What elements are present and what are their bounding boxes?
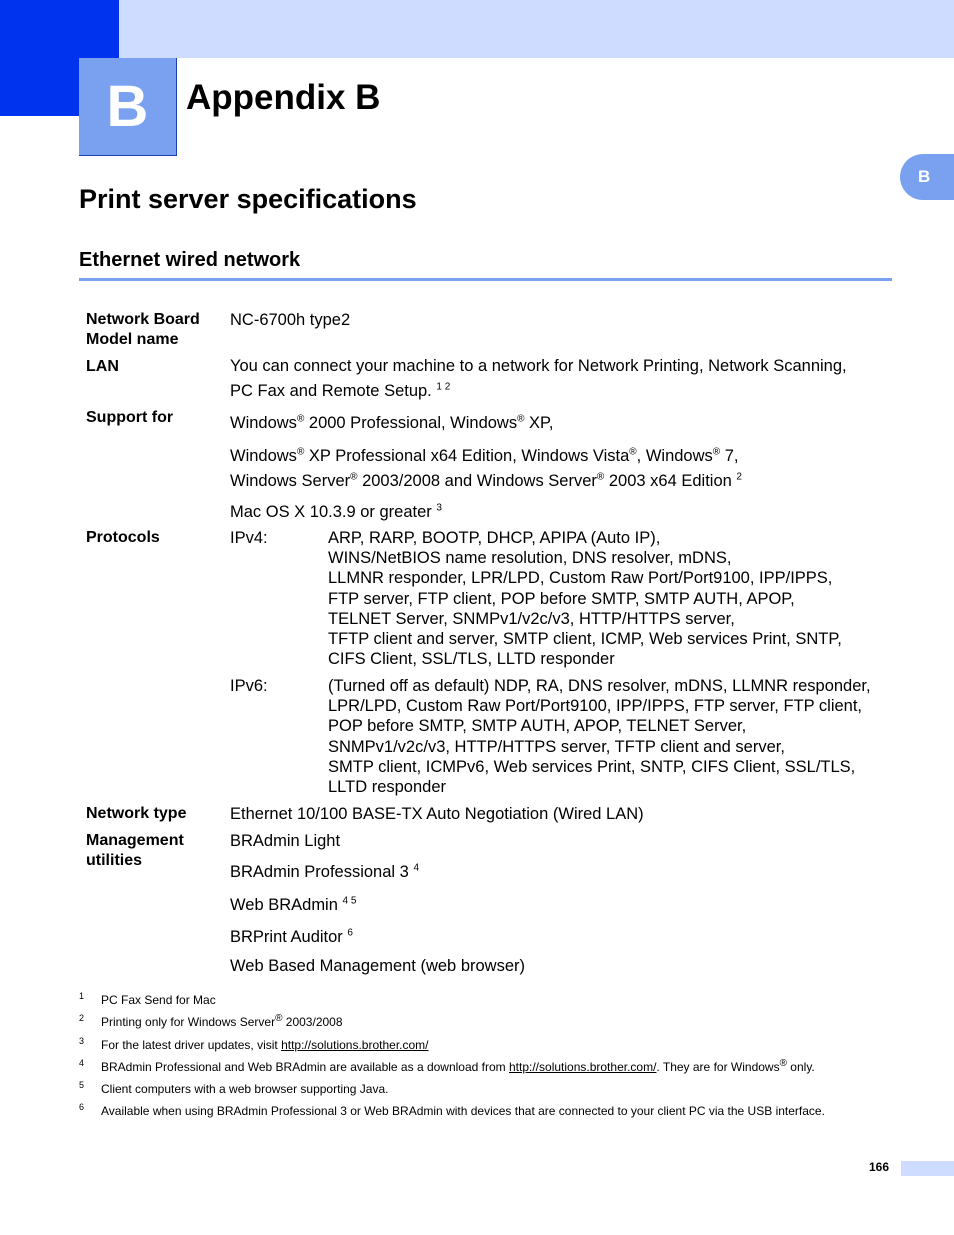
subsection-title: Ethernet wired network bbox=[79, 249, 301, 271]
footnote-ref[interactable]: 6 bbox=[347, 927, 353, 939]
spec-label-network-type: Network type bbox=[86, 805, 187, 822]
ipv6-key: IPv6: bbox=[230, 677, 268, 695]
spec-value-lan: You can connect your machine to a network for Network Printing, Network Scanning, PC Fax and Remote Setup. $^{1 2}$ bbox=[230, 357, 847, 400]
spec-value-model: NC-6700h type2 bbox=[230, 311, 351, 329]
spec-label-lan: LAN bbox=[86, 358, 119, 375]
header-band bbox=[0, 0, 954, 58]
spec-label-model: Network Board Model name bbox=[86, 311, 200, 348]
solutions-link[interactable]: http://solutions.brother.com/ bbox=[281, 1038, 429, 1052]
chapter-letter-box: B bbox=[79, 58, 177, 156]
spec-value-network-type: Ethernet 10/100 BASE-TX Auto Negotiation (Wired LAN) bbox=[230, 805, 644, 823]
solutions-link[interactable]: http://solutions.brother.com/ bbox=[509, 1060, 657, 1074]
ipv4-values: ARP, RARP, BOOTP, DHCP, APIPA (Auto IP), WINS/NetBIOS name resolution, DNS resolver, mDNS, LLMNR responder, LPR/LPD, Custom Raw Port/Port9100, IPP/IPPS, FTP server, FTP client, POP before SMTP, SMTP AUTH, APOP, TELNET Server, SNMPv1/v2c/v3, HTTP/HTTPS server, TFTP client and server, SMTP client, ICMP, Web services Print, SNTP, CIFS Client, SSL/TLS, LLTD responder bbox=[328, 529, 842, 669]
chapter-side-tab[interactable]: B bbox=[900, 154, 954, 200]
footnote-ref[interactable]: 4 bbox=[413, 862, 419, 874]
section-title: Print server specifications bbox=[79, 184, 417, 214]
footnote-ref[interactable]: 1 2 bbox=[436, 381, 451, 393]
footnote-ref[interactable]: 3 bbox=[436, 502, 442, 514]
footnote-ref[interactable]: 4 5 bbox=[342, 895, 357, 907]
chapter-title: Appendix B bbox=[186, 78, 381, 117]
subsection-rule bbox=[79, 278, 892, 281]
spec-label-protocols: Protocols bbox=[86, 529, 160, 546]
ipv6-values: (Turned off as default) NDP, RA, DNS resolver, mDNS, LLMNR responder, LPR/LPD, Custom Raw Port/Port9100, IPP/IPPS, FTP server, FTP client, POP before SMTP, SMTP AUTH, APOP, TELNET Server, SNMPv1/v2c/v3, HTTP/HTTPS server, TFTP client and server, SMTP client, ICMPv6, Web services Print, SNTP, CIFS Client, SSL/TLS, LLTD responder bbox=[328, 677, 871, 797]
ipv4-key: IPv4: bbox=[230, 529, 268, 547]
spec-label-management: Management utilities bbox=[86, 832, 184, 869]
spec-label-support: Support for bbox=[86, 409, 174, 426]
page-number-bar bbox=[901, 1161, 954, 1176]
page-number: 166 bbox=[869, 1160, 890, 1174]
footnote-ref[interactable]: 2 bbox=[736, 471, 742, 483]
